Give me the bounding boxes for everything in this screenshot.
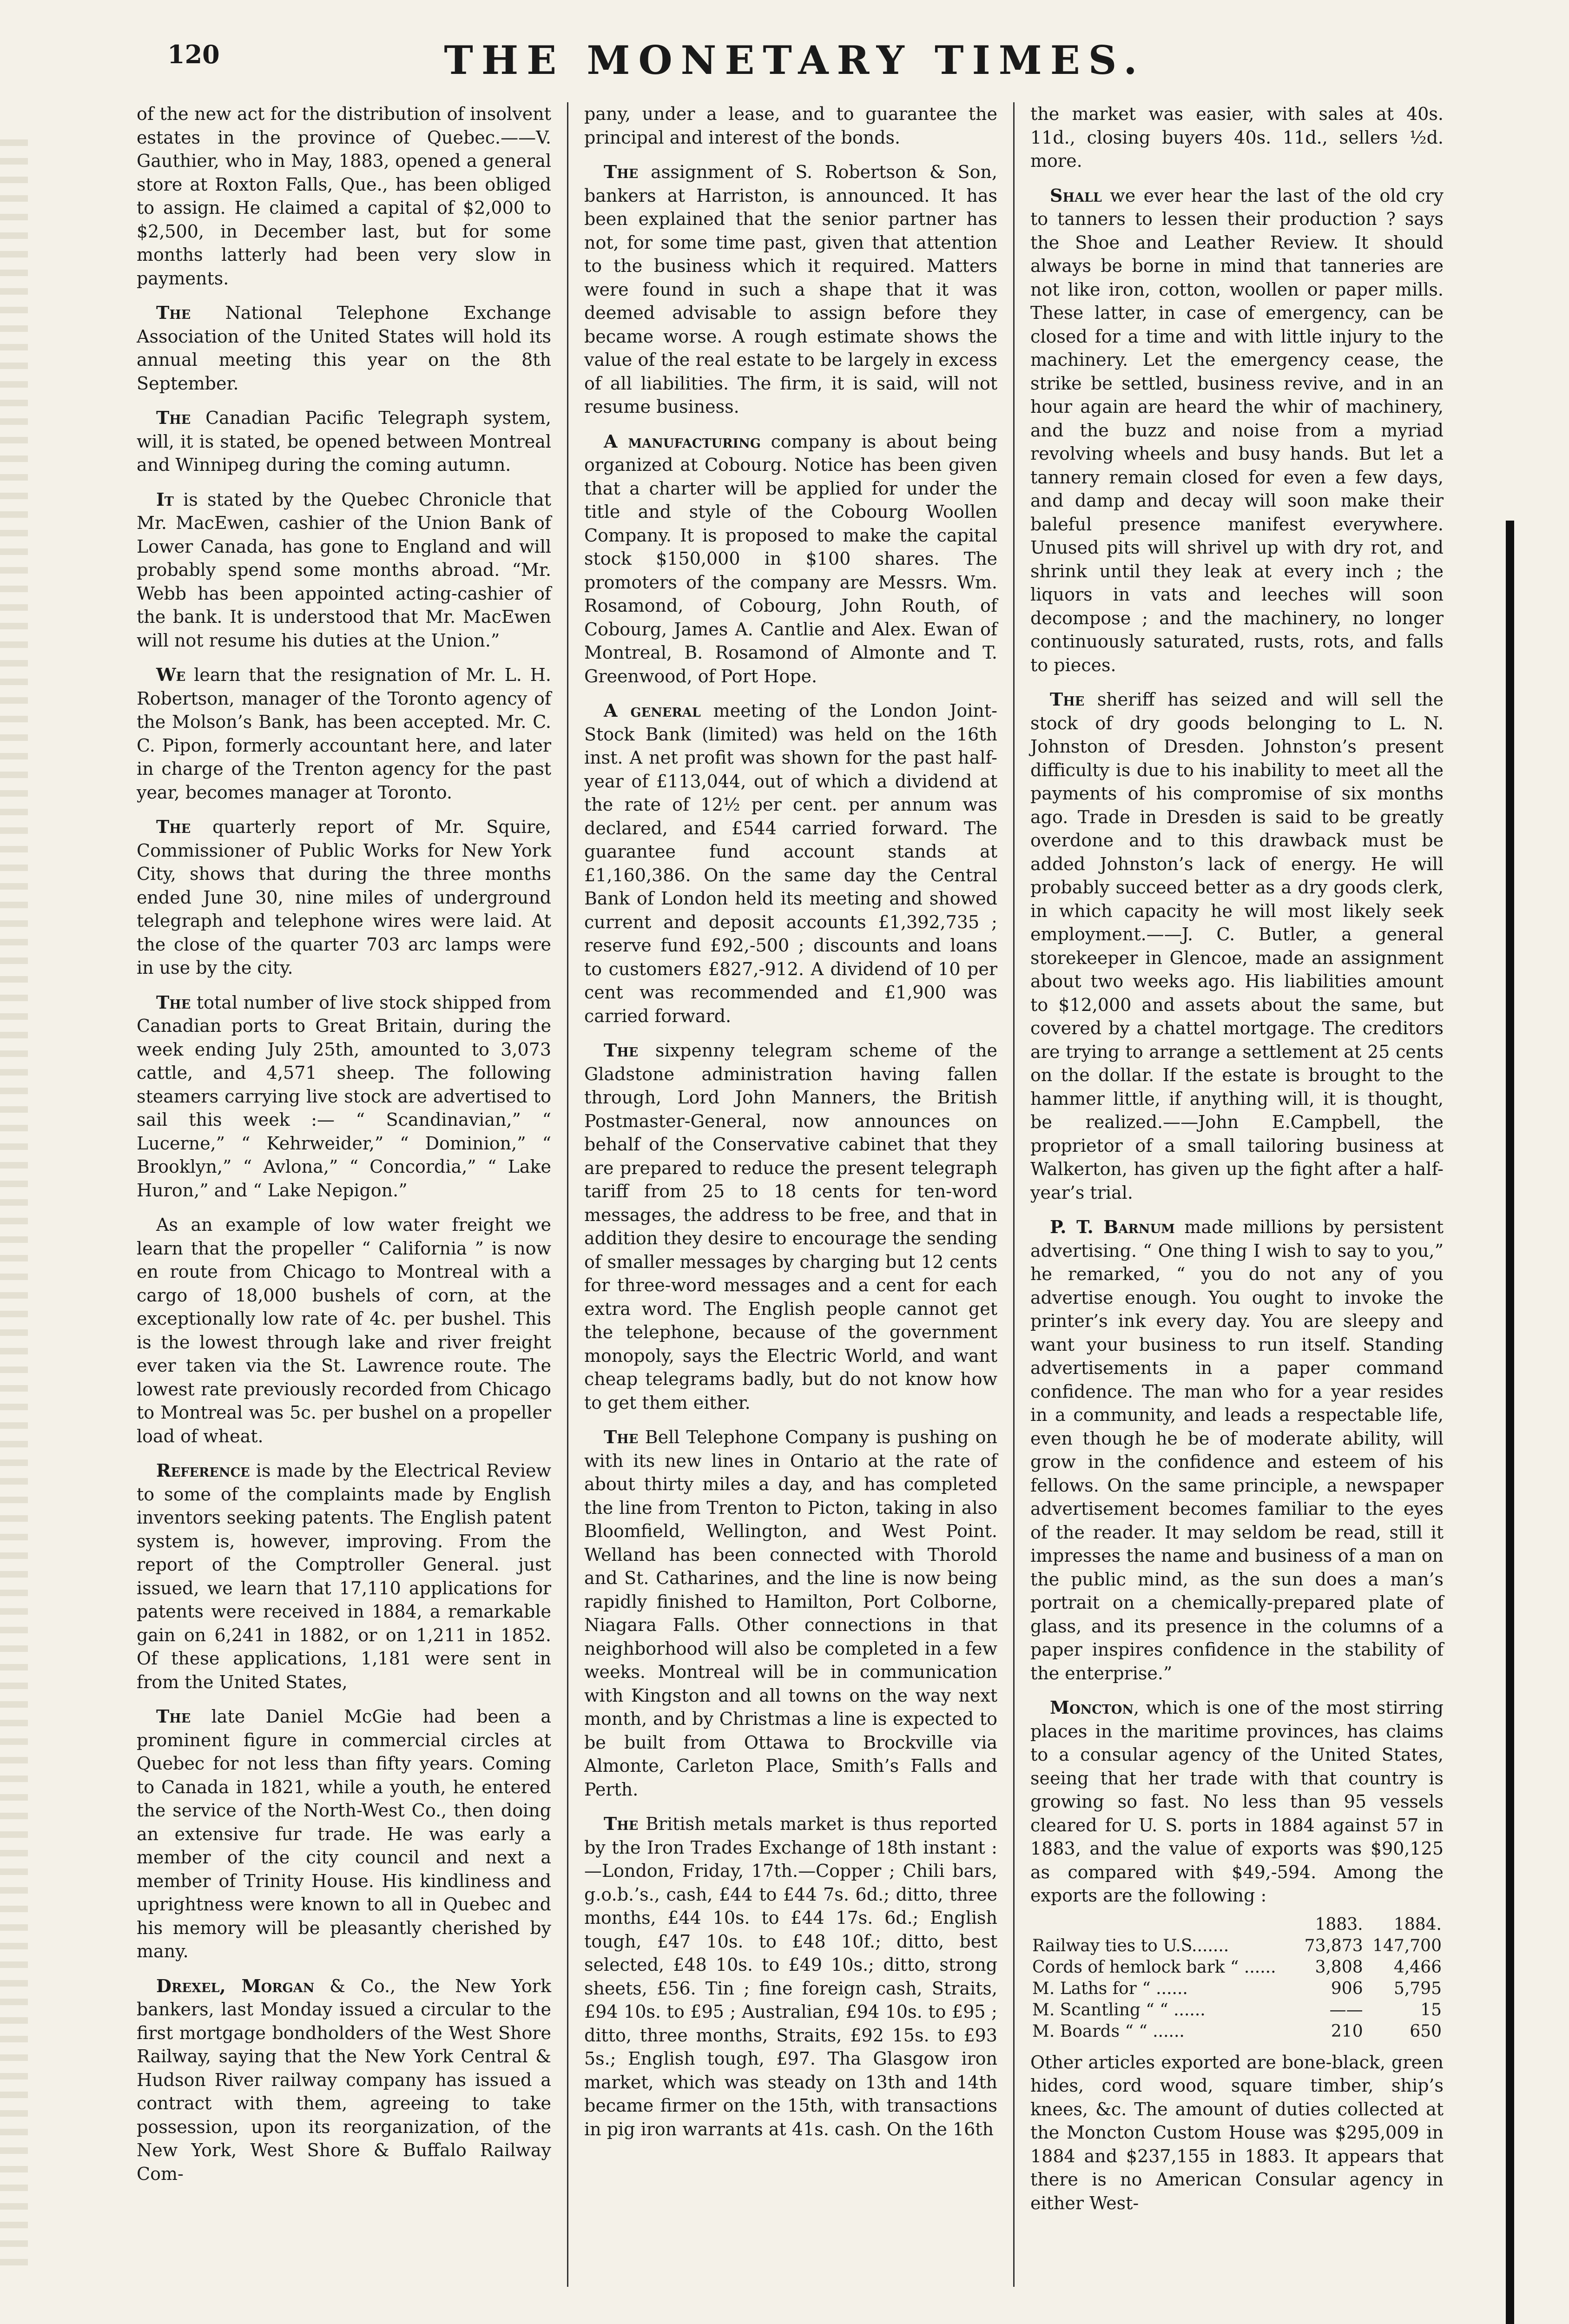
paragraph-text: assignment of S. Robertson & Son, bankers at Harriston, is announced. It has been explained that the senior partner has not, for some time past, given that attention to the business which it required. Matters were found in such a shape that it was deemed advisable to assign before they became worse. A rough estimate shows the value of the real estate to be largely in excess of all liabilities. The firm, it is said, will not resume business. (584, 162, 997, 417)
paragraph-lead: The (1050, 689, 1085, 710)
paragraph (137, 488, 551, 653)
paragraph (584, 699, 997, 1028)
paragraph-lead: The (604, 1426, 639, 1447)
table-cell: 3,808 (1315, 1957, 1363, 1977)
exports-header-cell (1030, 1914, 1298, 1935)
masthead-title: THE MONETARY TIMES. (444, 37, 1146, 83)
table-cell: 906 (1331, 1979, 1363, 1998)
binding-edge (0, 139, 28, 2278)
paragraph (584, 1426, 997, 1801)
paragraph-text: total number of live stock shipped from Canadian ports to Great Britain, during the week ending July 25th, amounted to 3,073 cattle, and 4,571 sheep. The following steamers carrying live stock are advertised to sail this week :— “ Scandinavian,” “ Lucerne,” “ Kehrweider,” “ Dominion,” “ Brooklyn,” “ Avlona,” “ Concordia,” “ Lake Huron,” and “ Lake Nepigon.” (137, 992, 551, 1201)
paragraph-text: sheriff has seized and will sell the stock of dry goods belonging to L. N. Johnston of Dresden. Johnston’s present difficulty is due to his inability to meet all the payments of his compromise of six months ago. Trade in Dresden is said to be greatly overdone and to this drawback must be added Johnston’s lack of energy. He will probably succeed better as a dry goods clerk, in which capacity he will most likely seek employment.——J. C. Butler, a general storekeeper in Glencoe, made an assignment about two weeks ago. His liabilities amount to $12,000 and assets about the same, but covered by a chattel mortgage. The creditors are trying to arrange a settlement at 25 cents on the dollar. If the estate is brought to the hammer little, if anything will, it is thought, be realized.——John E.Campbell, the proprietor of a small tailoring business at Walkerton, has given up the fight after a half-year’s trial. (1030, 689, 1444, 1203)
paragraph-text: is stated by the Quebec Chronicle that Mr. MacEwen, cashier of the Union Bank of Lower Canada, has gone to England and will probably spend some months abroad. “Mr. Webb has been appointed acting-cashier of the bank. It is understood that Mr. MacEwen will not resume his duties at the Union.” (137, 489, 551, 651)
paragraph-text: meeting of the London Joint-Stock Bank (limited) was held on the 16th inst. A net profit was shown for the past half-year of £113,044, out of which a dividend at the rate of 12½ per cent. per annum was declared, and £544 carried forward. The guarantee fund account stands at £1,160,386. On the same day the Central Bank of London held its meeting and showed current and deposit accounts £1,392,735 ; reserve fund £92,-500 ; discounts and loans to customers £827,-912. A dividend of 10 per cent was recommended and £1,900 was carried forward. (584, 700, 998, 1026)
paragraph (137, 406, 551, 477)
paragraph (584, 102, 997, 149)
table-cell: —— (1329, 2000, 1363, 2020)
paragraph-text: the market was easier, with sales at 40s. 11d., closing buyers 40s. 11d., sellers ½d. more. (1030, 104, 1444, 171)
column-3 (1013, 102, 1459, 2287)
paragraph-lead: Moncton (1050, 1697, 1134, 1718)
paragraph-text: of the new act for the distribution of insolvent estates in the province of Quebec.——V. Gauthier, who in May, 1883, opened a general store at Roxton Falls, Que., has been obliged to assign. He claimed a capital of $2,000 to $2,500, in December last, but for some months latterly had been very slow in payments. (137, 104, 551, 289)
table-cell: 147,700 (1372, 1936, 1442, 1955)
paragraph-text: made millions by persistent advertising. “ One thing I wish to say to you,” he remarked, “ you do not any of you advertise enough. You ought to invoke the printer’s ink every day. You are sleepy and want your business to run itself. Standing advertisements in a paper command confidence. The man who for a year resides in a community, and leads a respectable life, even though he be of moderate ability, will grow in the confidence and esteem of his fellows. On the same principle, a newspaper advertisement becomes familiar to the eyes of the reader. It may seldom be read, still it impresses the name and business of a man on the public mind, as the sun does a man’s portrait on a chemically-prepared plate of glass, and its presence in the columns of a paper inspires confidence in the stability of the enterprise.” (1030, 1217, 1444, 1684)
paragraph-lead: The (156, 991, 191, 1013)
closing-paragraph: Other articles exported are bone-black, green hides, cord wood, square timber, ship’s knees, &c. The amount of duties collected at the Moncton Custom House was $295,009 in 1884 and $237,155 in 1883. It appears that there is no American Consular agency in either West- (1030, 2052, 1444, 2213)
table-cell: 15 (1420, 2000, 1442, 2020)
page-number: 120 (167, 40, 220, 69)
page-header (121, 37, 1469, 88)
paragraph (137, 815, 551, 980)
paragraph-text: we ever hear the last of the old cry to tanners to lessen their production ? says the Shoe and Leather Review. It should always be borne in mind that tanneries are not like iron, cotton, woollen or paper mills. These latter, in case of emergency, can be closed for a time and with little injury to the machinery. Let the emergency cease, the strike be settled, business revive, and in an hour again are heard the whir of machinery, and the buzz and noise from a myriad revolving wheels and busy hands. But let a tannery remain closed for even a few days, and damp and decay will soon make their baleful presence manifest everywhere. Unused pits will shrivel up with dry rot, and shrink until they leak at every inch ; the liquors in vats and leeches will soon decompose ; and the machinery, no longer continuously saturated, rusts, rots, and falls to pieces. (1030, 185, 1444, 675)
paragraph-text: Canadian Pacific Telegraph system, will, it is stated, be opened between Montreal and Winnipeg during the coming autumn. (137, 408, 551, 475)
table-cell: M. Boards “ “ ...... (1032, 2021, 1185, 2041)
paragraph (584, 1039, 997, 1414)
paragraph-lead: The (156, 816, 191, 837)
exports-header-cell: 1884. (1393, 1915, 1442, 1934)
paragraph-text: quarterly report of Mr. Squire, Commissioner of Public Works for New York City, shows that during the three months ended June 30, nine miles of underground telegraph and telephone wires were laid. At the close of the quarter 703 arc lamps were in use by the city. (137, 817, 551, 978)
table-row (1030, 2000, 1444, 2021)
column-1 (121, 102, 567, 2287)
exports-header-cell: 1883. (1315, 1915, 1363, 1934)
column-2 (567, 102, 1013, 2287)
paragraph-lead: P. T. Barnum (1050, 1216, 1175, 1237)
paragraph-lead: The (604, 1040, 639, 1061)
paragraph (584, 1812, 997, 2141)
paragraph (137, 991, 551, 1202)
paragraph-text: company is about being organized at Cobourg. Notice has been given that a charter will be applied for under the title and style of the Cobourg Woollen Company. It is proposed to make the capital stock $150,000 in $100 shares. The promoters of the company are Messrs. Wm. Rosamond, of Cobourg, John Routh, of Cobourg, James A. Cantlie and Alex. Ewan of Montreal, B. Rosamond of Almonte and T. Greenwood, of Port Hope. (584, 431, 997, 687)
paragraph (137, 301, 551, 395)
paragraph-lead: The (156, 407, 191, 428)
paragraph-text: Bell Telephone Company is pushing on with its new lines in Ontario at the rate of about thirty miles a day, and has completed the line from Trenton to Picton, taking in also Bloomfield, Wellington, and West Point. Welland has been connected with Thorold and St. Catharines, and the line is now being rapidly finished to Hamilton, Port Colborne, Niagara Falls. Other connections in that neighborhood will also be completed in a few weeks. Montreal will be in communication with Kingston and all towns on the way next month, and by Christmas a line is expected to be built from Ottawa to Brockville via Almonte, Carleton Place, Smith’s Falls and Perth. (584, 1427, 997, 1800)
table-row (1030, 1978, 1444, 2000)
paragraph-text: , which is one of the most stirring places in the maritime provinces, has claims to a consular agency of the United States, seeing that her trade with that country is growing so fast. No less than 95 vessels cleared for U. S. ports in 1884 against 57 in 1883, and the value of exports was $90,125 as compared with $49,-594. Among the exports are the following : (1030, 1697, 1444, 1906)
paragraph (1030, 1215, 1444, 1685)
paragraph (584, 430, 997, 688)
table-row (1030, 2021, 1444, 2042)
table-cell: 650 (1410, 2021, 1442, 2041)
paragraph-lead: A manufacturing (604, 430, 761, 452)
paragraph-lead: The (604, 161, 639, 182)
table-cell: 5,795 (1393, 1979, 1442, 1998)
table-row (1030, 1935, 1444, 1957)
article-columns (121, 102, 1469, 2287)
paragraph (1030, 102, 1444, 173)
paragraph-text: National Telephone Exchange Association of the United States will hold its annual meeting this year on the 8th September. (137, 303, 551, 394)
paragraph-lead: Shall (1050, 185, 1102, 206)
paragraph-lead: The (156, 302, 191, 323)
paragraph-lead: The (604, 1813, 639, 1834)
paragraph-lead: Drexel, Morgan (156, 1975, 315, 1996)
paragraph (1030, 1696, 1444, 1908)
paragraph (137, 1213, 551, 1448)
paragraph (137, 102, 551, 290)
paragraph (137, 1974, 551, 2186)
paragraph-text: British metals market is thus reported by the Iron Trades Exchange of 18th instant : —London, Friday, 17th.—Copper ; Chili bars, g.o.b.’s., cash, £44 to £44 7s. 6d.; ditto, three months, £44 10s. to £44 17s. 6d.; English tough, £47 10s. to £48 10f.; ditto, best selected, £48 10s. to £49 10s.; ditto, strong sheets, £56. Tin ; fine foreign cash, Straits, £94 10s. to £95 ; Australian, £94 10s. to £95 ; ditto, three months, Straits, £92 15s. to £93 5s.; English tough, £97. Tha Glasgow iron market, which was steady on 13th and 14th became firmer on the 15th, with transactions in pig iron warrants at 41s. cash. On the 16th (584, 1814, 997, 2139)
paragraph-lead: It (156, 489, 174, 510)
paragraph (137, 1705, 551, 1963)
table-cell: M. Scantling “ “ ...... (1032, 2000, 1206, 2020)
exports-header-row (1030, 1914, 1444, 1935)
paragraph-text: learn that the resignation of Mr. L. H. Robertson, manager of the Toronto agency of the Molson’s Bank, has been accepted. Mr. C. C. Pipon, formerly accountant here, and later in charge of the Trenton agency for the past year, becomes manager at Toronto. (137, 665, 551, 803)
table-cell: Cords of hemlock bark “ ...... (1032, 1957, 1276, 1977)
table-row (1030, 1957, 1444, 1978)
paragraph (1030, 184, 1444, 677)
paragraph-text: is made by the Electrical Review to some of the complaints made by English inventors seeking patents. The English patent system is, however, improving. From the report of the Comptroller General. just issued, we learn that 17,110 applications for patents were received in 1884, a remarkable gain on 6,241 in 1882, or on 1,211 in 1852. Of these applications, 1,181 were sent in from the United States, (137, 1460, 551, 1692)
paragraph-lead: Reference (156, 1460, 250, 1481)
paragraph-text: As an example of low water freight we learn that the propeller “ California ” is now en route from Chicago to Montreal with a cargo of 18,000 bushels of corn, at the exceptionally low rate of 4c. per bushel. This is the lowest through lake and river freight ever taken via the St. Lawrence route. The lowest rate previously recorded from Chicago to Montreal was 5c. per bushel on a propeller load of wheat. (137, 1215, 551, 1446)
paragraph-text: & Co., the New York bankers, last Monday issued a circular to the first mortgage bondholders of the West Shore Railway, saying that the New York Central & Hudson River railway company has issued a contract with them, agreeing to take possession, upon its reorganization, of the New York, West Shore & Buffalo Railway Com- (137, 1975, 551, 2184)
paragraph-lead: A general (604, 700, 701, 721)
paragraph-text: late Daniel McGie had been a prominent figure in commercial circles at Quebec for not less than fifty years. Coming to Canada in 1821, while a youth, he entered the service of the North-West Co., then doing an extensive fur trade. He was early a member of the city council and next a member of Trinity House. His kindliness and uprightness were known to all in Quebec and his memory will be pleasantly cherished by many. (137, 1706, 551, 1961)
table-cell: 210 (1331, 2021, 1363, 2041)
table-cell: Railway ties to U.S....... (1032, 1936, 1229, 1955)
table-cell: 4,466 (1393, 1957, 1442, 1977)
paragraph-text: sixpenny telegram scheme of the Gladstone administration having fallen through, Lord John Manners, the British Postmaster-General, now announces on behalf of the Conservative cabinet that they are prepared to reduce the present telegraph tariff from 25 to 18 cents for ten-word messages, the address to be free, and that in addition they desire to encourage the sending of smaller messages by charging but 12 cents for three-word messages and a cent for each extra word. The English people cannot get the telephone, because of the government monopoly, says the Electric World, and want cheap telegrams badly, but do not know how to get them either. (584, 1040, 997, 1413)
paragraph-lead: The (156, 1706, 191, 1727)
margin-rule (1506, 521, 1514, 2324)
paragraph-text: pany, under a lease, and to guarantee the principal and interest of the bonds. (584, 104, 997, 148)
paragraph (584, 160, 997, 419)
exports-table (1030, 1914, 1444, 2042)
paragraph (1030, 688, 1444, 1204)
paragraph (137, 1459, 551, 1694)
paragraph (137, 663, 551, 804)
paragraph-lead: We (156, 664, 186, 685)
table-cell: 73,873 (1304, 1936, 1363, 1955)
table-cell: M. Laths for “ ...... (1032, 1979, 1188, 1998)
column-3-paragraphs (1030, 102, 1444, 1908)
